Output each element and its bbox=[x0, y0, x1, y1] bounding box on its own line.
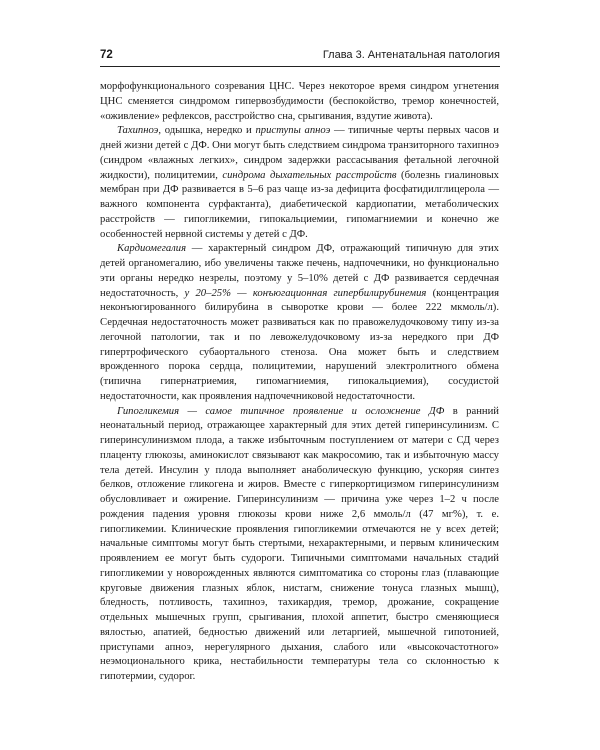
chapter-title: Глава 3. Антенатальная патология bbox=[322, 49, 500, 61]
text-run: (концентрация неконъюгированного билирубина в сыворотке крови — более 222 мкмоль/л). Сердечная недостаточность может развиваться как по правожелудочковому типу из-за легочной патологии, так и по левожелудочковому из-за нередкого при ДФ гипертрофического субаортального стеноза. Она может быть и следствием врожденного порока сердца, полицитемии, нарушений электролитного обмена (типична гипернатриемия, гипомагниемия, гипокальциемия), сосудистой недостаточности, как проявления надпочечниковой недостаточности. bbox=[100, 287, 499, 402]
text-run: в ранний неонатальный период, отражающее характерный для этих детей гиперинсулинизм. С гиперинсулинизмом плода, а также избыточным поступлением от матери с СД через плаценту глюкозы, аминокислот связывают как макросомию, так и избыточную массу тела детей. Инсулин у плода выполняет анаболическую функцию, ускоряя синтез белков, отложение гликогена и жиров. Вместе с гиперкортицизмом гиперинсулинизм обусловливает и ожирение. Гиперинсулинизм — причина уже через 1–2 ч после рождения падения уровня глюкозы крови ниже 2,6 ммоль/л (47 мг%), т. е. гипогликемии. Клинические проявления гипогликемии отмечаются не у всех детей; начальные симптомы могут быть стертыми, нехарактерными, и первым клиническим проявлением ее могут быть судороги. Типичными симптомами начальных стадий гипогликемии у новорожденных являются симптоматика со стороны глаз (плавающие круговые движения глазных яблок, нистагм, снижение тонуса глазных мышц), бледность, потливость, тахипноэ, тахикардия, тремор, дрожание, сокращение отдельных мышечных групп, срыгивания, плохой аппетит, быстро сменяющиеся вялостью, апатией, бедностью движений или летаргией, мышечной гипотонией, приступами апноэ, нерегулярного дыхания, слабого или «высокочастотного» неэмоционального крика, нестабильности температуры тела со склонностью к гипотермии, судорог. bbox=[100, 405, 499, 682]
paragraph bbox=[100, 80, 499, 124]
italic-run: Кардиомегалия bbox=[117, 243, 187, 255]
page-number: 72 bbox=[100, 49, 113, 61]
text-run: — характерный синдром ДФ, отражающий типичную для этих детей органомегалию, ибо увеличены также печень, надпочечники, но функционально эти органы нередко незрелы, поэтому у 5–10% детей с ДФ развивается сердечная недостаточность, bbox=[100, 243, 499, 299]
text-run: (болезнь гиалиновых мембран при ДФ развивается в 5–6 раз чаще из-за дефицита фосфатидилглицерола — важного компонента сурфактанта), диабетической кардиопатии, метаболических расстройств — гипогликемии, гипокальциемии, гипомагниемии и конечно же особенностей нервной системы у детей с ДФ. bbox=[100, 169, 499, 240]
italic-run: синдрома дыхательных расстройств bbox=[222, 169, 397, 181]
italic-run: у 20–25% — конъюгационная гипербилирубинемия bbox=[184, 287, 427, 299]
italic-run: Гипогликемия — самое типичное проявление и осложнение ДФ bbox=[117, 405, 445, 417]
text-run: морфофункционального созревания ЦНС. Через некоторое время синдром угнетения ЦНС сменяется синдромом гипервозбудимости (беспокойство, тремор конечностей, «оживление» рефлексов, расстройство сна, срыгивания, вздутие живота). bbox=[100, 81, 499, 122]
paragraph bbox=[100, 405, 499, 685]
running-header bbox=[100, 44, 500, 67]
paragraph bbox=[100, 124, 499, 242]
text-run: — типичные черты первых часов и дней жизни детей с ДФ. Они могут быть следствием синдрома транзиторного тахипноэ (синдром «влажных легких», синдром задержки рассасывания фетальной легочной жидкости), полицитемии, bbox=[100, 125, 499, 181]
text-run: , одышка, нередко и bbox=[158, 125, 256, 137]
italic-run: Тахипноэ bbox=[117, 125, 159, 137]
body-text bbox=[100, 80, 499, 685]
paragraph bbox=[100, 242, 499, 404]
italic-run: приступы апноэ bbox=[255, 125, 331, 137]
